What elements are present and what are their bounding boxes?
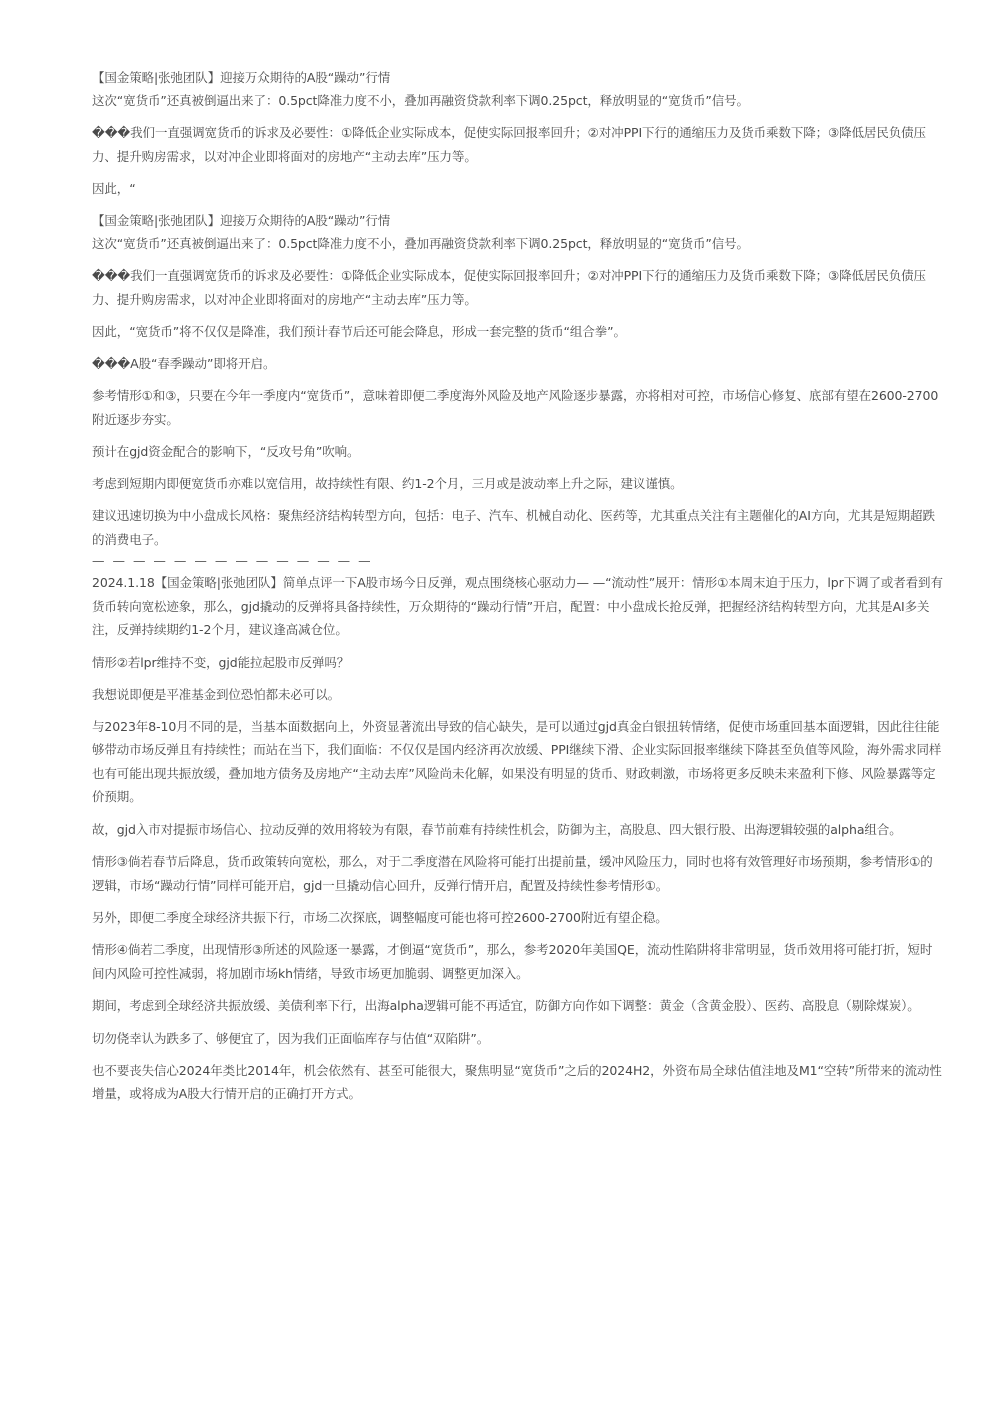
paragraph: 预计在gjd资金配合的影响下，“反攻号角”吹响。: [92, 444, 360, 459]
paragraph-gap: [92, 929, 944, 938]
paragraph: ���A股“春季躁动”即将开启。: [92, 356, 276, 371]
paragraph: ���我们一直强调宽货币的诉求及必要性：①降低企业实际成本，促使实际回报率回升；②对冲PPI下行的通缩压力及货币乘数下降；③降低居民负债压力、提升购房需求，以对冲企业即将面对的房地产“主动去库”压力等。: [92, 125, 926, 164]
paragraph: 另外，即便二季度全球经济共振下行，市场二次探底，调整幅度可能也将可控2600-2700附近有望企稳。: [92, 910, 668, 925]
paragraph: 切勿侥幸认为跌多了、够便宜了，因为我们正面临库存与估值“双陷阱”。: [92, 1030, 490, 1046]
paragraph-gap: [92, 168, 944, 177]
paragraph: 因此，“宽货币”将不仅仅是降准，我们预计春节后还可能会降息，形成一套完整的货币“组合拳”。: [92, 324, 626, 339]
paragraph: 我想说即便是平准基金到位恐怕都未必可以。: [92, 686, 341, 702]
paragraph: 【国金策略|张弛团队】迎接万众期待的A股“躁动”行情: [92, 70, 391, 85]
paragraph: 2024.1.18【国金策略|张弛团队】简单点评一下A股市场今日反弹，观点围绕核心驱动力— —“流动性”展开：情形①本周末迫于压力，lpr下调了或者看到有货币转向宽松迹象，那么，gjd撬动的反弹将具备持续性，万众期待的“躁动行情”开启，配置：中小盘成长抢反弹，把握经济结构转型方向，尤其是AI多关注，反弹持续期约1-2个月，建议逢高减仓位。: [92, 575, 943, 637]
paragraph: 因此，“: [92, 181, 136, 196]
paragraph-gap: [92, 343, 944, 352]
paragraph-gap: [92, 463, 944, 472]
paragraph: 这次“宽货币”还真被倒逼出来了：0.5pct降准力度不小，叠加再融资贷款利率下调0.25pct，释放明显的“宽货币”信号。: [92, 93, 749, 108]
paragraph-gap: [92, 897, 944, 906]
paragraph: 【国金策略|张弛团队】迎接万众期待的A股“躁动”行情: [92, 213, 391, 228]
paragraph-gap: [92, 431, 944, 440]
paragraph-gap: [92, 985, 944, 994]
paragraph: 情形④倘若二季度，出现情形③所述的风险逐一暴露，才倒逼“宽货币”，那么，参考2020年美国QE，流动性陷阱将非常明显，货币效用将可能打折，短时间内风险可控性减弱，将加剧市场kh情绪，导致市场更加脆弱、调整更加深入。: [92, 942, 933, 981]
paragraph: 考虑到短期内即便宽货币亦难以宽信用，故持续性有限、约1-2个月，三月或是波动率上升之际，建议谨慎。: [92, 476, 683, 491]
paragraph: 这次“宽货币”还真被倒逼出来了：0.5pct降准力度不小，叠加再融资贷款利率下调0.25pct，释放明显的“宽货币”信号。: [92, 236, 749, 251]
paragraph-gap: [92, 1018, 944, 1027]
paragraph-gap: [92, 841, 944, 850]
paragraph-gap: [92, 200, 944, 209]
paragraph-gap: [92, 375, 944, 384]
paragraph-gap: [92, 311, 944, 320]
paragraph: 故，gjd入市对提振市场信心、拉动反弹的效用将较为有限，春节前难有持续性机会，防御为主，高股息、四大银行股、出海逻辑较强的alpha组合。: [92, 821, 902, 837]
paragraph-gap: [92, 809, 944, 818]
section-divider: — — — — — — — — — — — — — —: [92, 553, 373, 568]
paragraph: ���我们一直强调宽货币的诉求及必要性：①降低企业实际成本，促使实际回报率回升；②对冲PPI下行的通缩压力及货币乘数下降；③降低居民负债压力、提升购房需求，以对冲企业即将面对的房地产“主动去库”压力等。: [92, 268, 926, 307]
paragraph-gap: [92, 706, 944, 715]
paragraph-gap: [92, 674, 944, 683]
paragraph: 期间，考虑到全球经济共振放缓、美债利率下行，出海alpha逻辑可能不再适宜，防御方向作如下调整：黄金（含黄金股）、医药、高股息（剔除煤炭）。: [92, 998, 920, 1013]
paragraph: 也不要丧失信心2024年类比2014年，机会依然有、甚至可能很大，聚焦明显“宽货币”之后的2024H2，外资布局全球估值洼地及M1“空转”所带来的流动性增量，或将成为A股大行情开启的正确打开方式。: [92, 1062, 942, 1101]
paragraph-gap: [92, 1050, 944, 1059]
paragraph: 情形②若lpr维持不变，gjd能拉起股市反弹吗？: [92, 654, 350, 670]
paragraph-gap: [92, 642, 944, 651]
paragraph-gap: [92, 112, 944, 121]
paragraph: 情形③倘若春节后降息，货币政策转向宽松，那么，对于二季度潜在风险将可能打出提前量，缓冲风险压力，同时也将有效管理好市场预期，参考情形①的逻辑，市场“躁动行情”同样可能开启，gjd一旦撬动信心回升，反弹行情开启，配置及持续性参考情形①。: [92, 854, 933, 893]
paragraph-gap: [92, 255, 944, 264]
paragraph-gap: [92, 495, 944, 504]
paragraph: 参考情形①和③，只要在今年一季度内“宽货币”，意味着即便二季度海外风险及地产风险逐步暴露，亦将相对可控，市场信心修复、底部有望在2600-2700附近逐步夯实。: [92, 388, 939, 427]
document-body: [92, 66, 944, 1106]
paragraph: 建议迅速切换为中小盘成长风格：聚焦经济结构转型方向，包括：电子、汽车、机械自动化、医药等，尤其重点关注有主题催化的AI方向，尤其是短期超跌的消费电子。: [92, 508, 935, 547]
paragraph: 与2023年8-10月不同的是，当基本面数据向上，外资显著流出导致的信心缺失，是可以通过gjd真金白银扭转情绪，促使市场重回基本面逻辑，因此往往能够带动市场反弹且有持续性；而站在当下，我们面临：不仅仅是国内经济再次放缓、PPI继续下滑、企业实际回报率继续下降甚至负值等风险，海外需求同样也有可能出现共振放缓，叠加地方债务及房地产“主动去库”风险尚未化解，如果没有明显的货币、财政刺激，市场将更多反映未来盈利下修、风险暴露等定价预期。: [92, 718, 942, 804]
